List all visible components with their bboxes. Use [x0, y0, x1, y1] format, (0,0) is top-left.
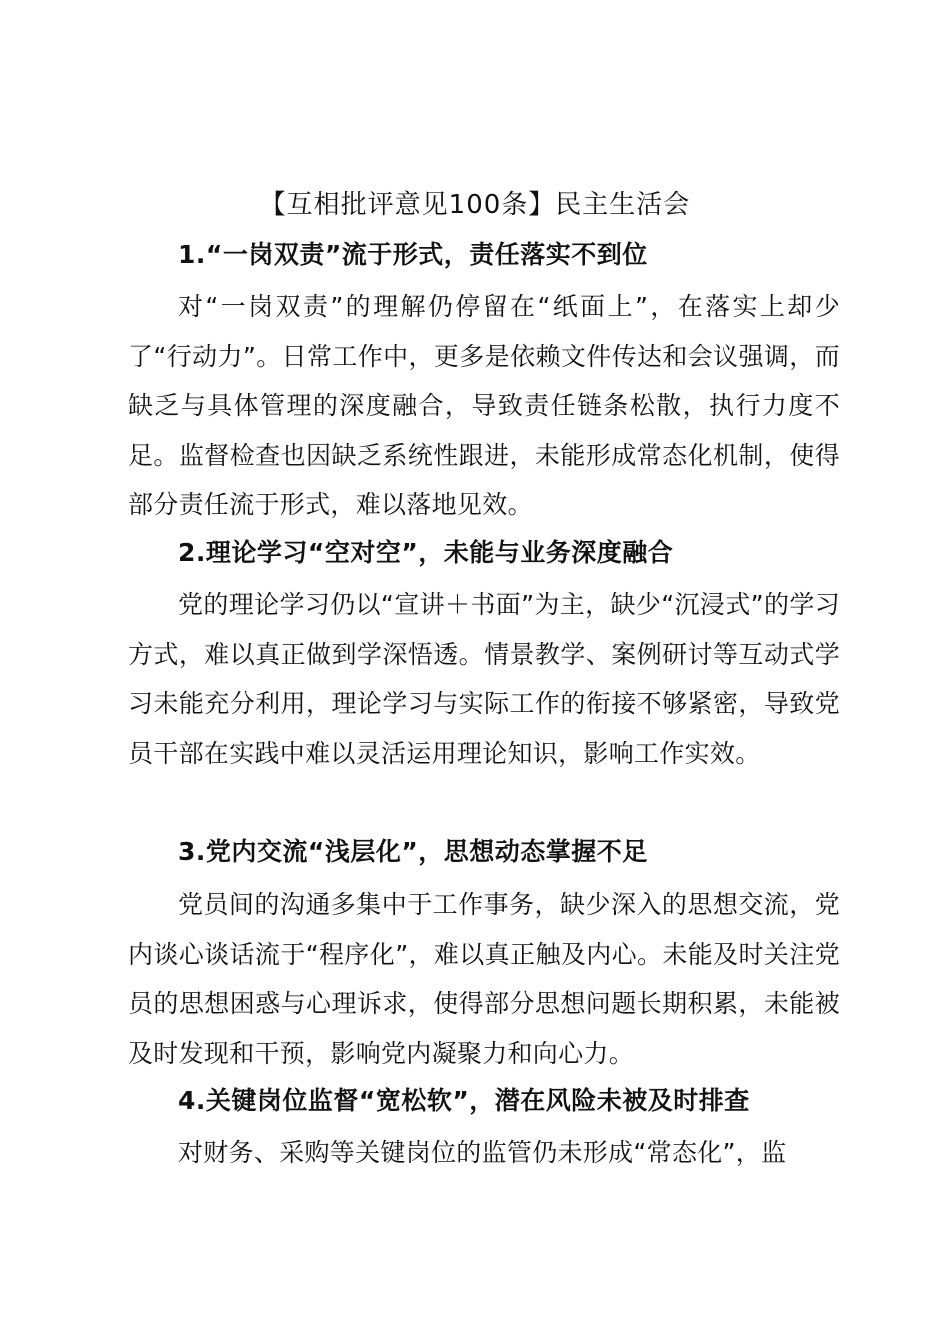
document-title: 【互相批评意见100条】民主生活会: [259, 190, 691, 220]
section-heading-4: 4.关键岗位监督“宽松软”，潜在风险未被及时排查: [178, 1086, 750, 1115]
section-body-3: 党员间的沟通多集中于工作事务，缺少深入的思想交流，党内谈心谈话流于“程序化”，难以真正触及内心。未能及时关注党员的思想困惑与心理诉求，使得部分思想问题长期积累，未能被及时发现和干预，影响党内凝聚力和向心力。: [128, 890, 840, 1068]
section-heading-3: 3.党内交流“浅层化”，思想动态掌握不足: [178, 837, 648, 866]
section-body-4: 对财务、采购等关键岗位的监管仍未形成“常态化”，监: [178, 1138, 787, 1167]
section-heading-2: 2.理论学习“空对空”，未能与业务深度融合: [178, 538, 674, 567]
section-heading-1: 1.“一岗双责”流于形式，责任落实不到位: [178, 240, 648, 269]
section-body-1: 对“一岗双责”的理解仍停留在“纸面上”，在落实上却少了“行动力”。日常工作中，更多是依赖文件传达和会议强调，而缺乏与具体管理的深度融合，导致责任链条松散，执行力度不足。监督检查也因缺乏系统性跟进，未能形成常态化机制，使得部分责任流于形式，难以落地见效。: [128, 292, 840, 519]
section-body-2: 党的理论学习仍以“宣讲＋书面”为主，缺少“沉浸式”的学习方式，难以真正做到学深悟透。情景教学、案例研讨等互动式学习未能充分利用，理论学习与实际工作的衔接不够紧密，导致党员干部在实践中难以灵活运用理论知识，影响工作实效。: [128, 590, 840, 768]
